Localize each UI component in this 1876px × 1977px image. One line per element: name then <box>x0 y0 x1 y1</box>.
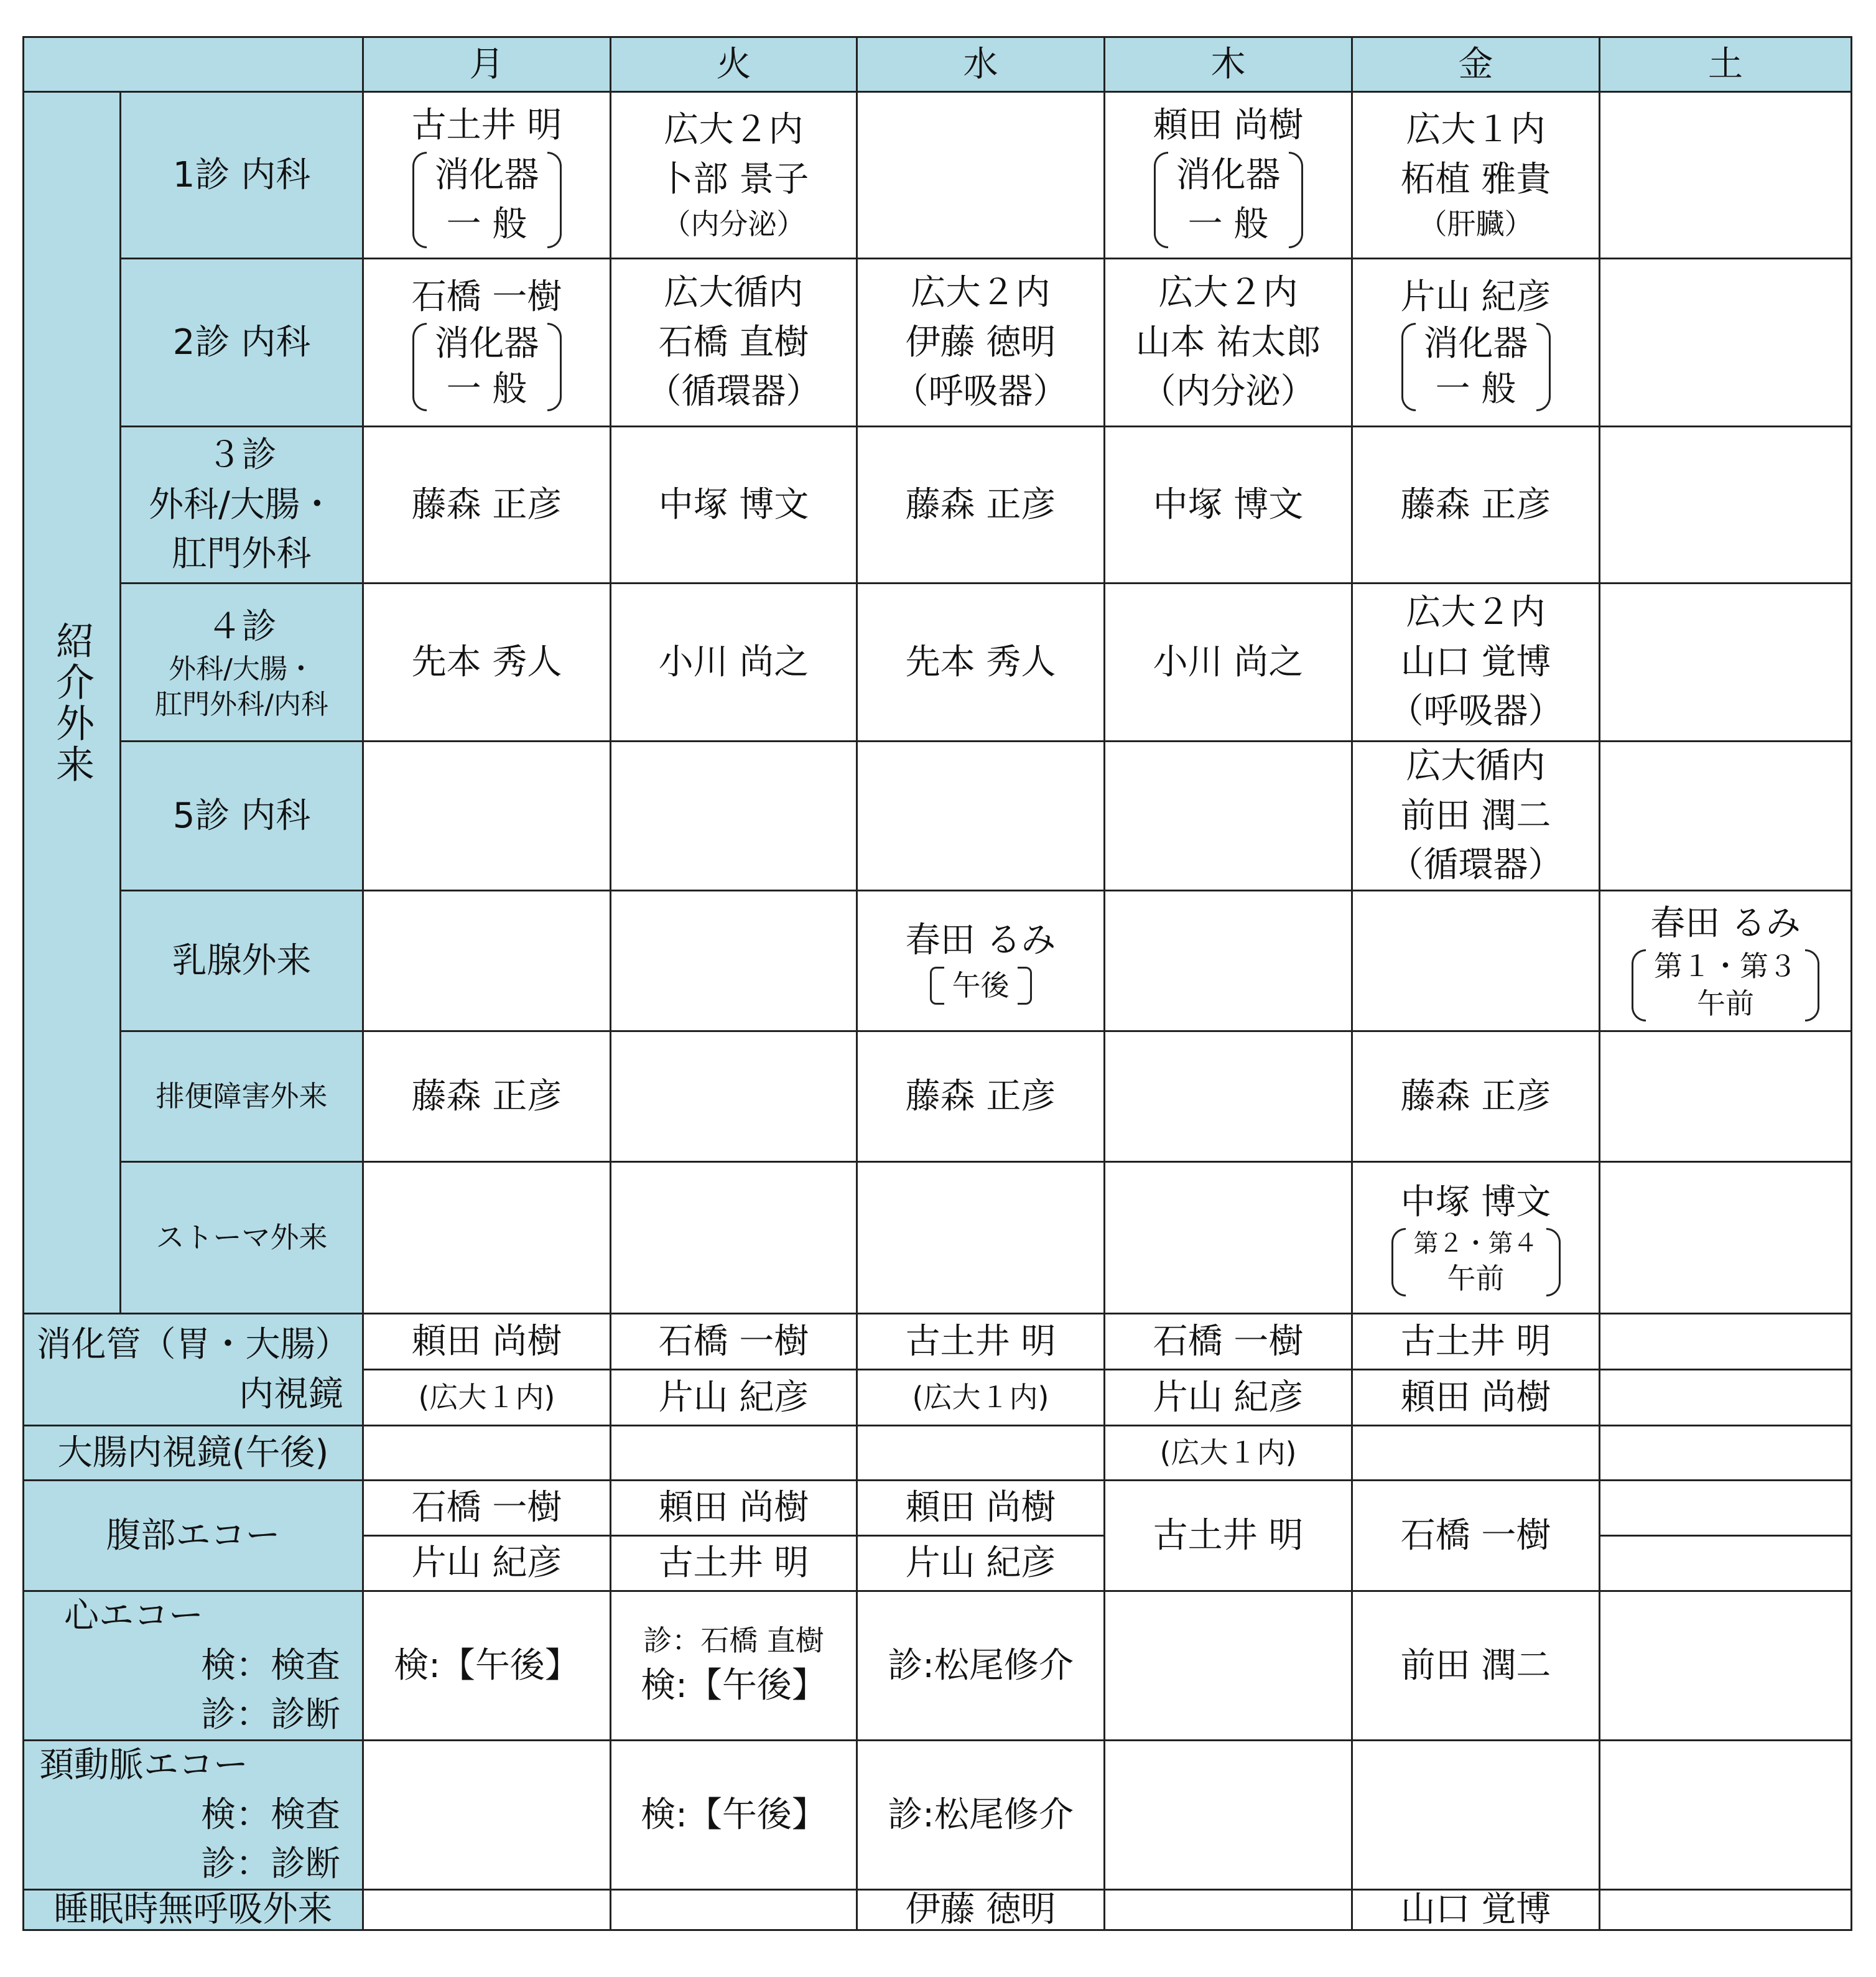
cell-sleep-wed: 伊藤 徳明 <box>858 1891 1105 1929</box>
cell-colon-wed <box>858 1426 1105 1481</box>
cell-endo-tue-2: 片山 紀彦 <box>611 1370 858 1426</box>
cell-r3-wed: 藤森 正彦 <box>858 427 1105 584</box>
cell-carotid-mon <box>364 1741 611 1891</box>
cell-r5-fri: 広大循内 前田 潤二 （循環器） <box>1353 742 1600 891</box>
cell-carotid-tue: 検:【午後】 <box>611 1741 858 1891</box>
header-wed <box>858 38 1105 93</box>
cell-colon-sat <box>1600 1426 1850 1481</box>
bracket-group: 消化器 一 般 <box>412 322 562 412</box>
cell-sleep-thu <box>1105 1891 1353 1929</box>
row-label-r5: 5診 内科 <box>121 742 364 891</box>
cell-sleep-tue <box>611 1891 858 1929</box>
bracket-group: 第１・第３ 午前 <box>1632 948 1819 1023</box>
cell-r1-sat <box>1600 93 1850 259</box>
cell-endo-tue-1: 石橋 一樹 <box>611 1314 858 1370</box>
cell-abdo-fri: 石橋 一樹 <box>1353 1481 1600 1592</box>
cell-stoma-sat <box>1600 1163 1850 1314</box>
cell-r4-wed: 先本 秀人 <box>858 584 1105 742</box>
header-tue <box>611 38 858 93</box>
cell-endo-fri-2: 頼田 尚樹 <box>1353 1370 1600 1426</box>
cell-breast-tue <box>611 891 858 1032</box>
row-label-endo: 消化管（胃・大腸） 内視鏡 <box>24 1314 364 1426</box>
day-label: 火 <box>716 44 751 85</box>
cell-colon-tue <box>611 1426 858 1481</box>
cell-carotid-thu <box>1105 1741 1353 1891</box>
cell-heart-thu <box>1105 1592 1353 1741</box>
cell-breast-fri <box>1353 891 1600 1032</box>
cell-breast-sat: 春田 るみ 第１・第３ 午前 <box>1600 891 1850 1032</box>
row-label-breast: 乳腺外来 <box>121 891 364 1032</box>
cell-abdo-wed-2: 片山 紀彦 <box>858 1537 1105 1592</box>
cell-r5-thu <box>1105 742 1353 891</box>
cell-endo-wed-2: (広大１内) <box>858 1370 1105 1426</box>
schedule-table <box>22 36 1852 1931</box>
row-label-r1: 1診 内科 <box>121 93 364 259</box>
cell-carotid-wed: 診:松尾修介 <box>858 1741 1105 1891</box>
cell-endo-mon-2: (広大１内) <box>364 1370 611 1426</box>
cell-r2-fri: 片山 紀彦 消化器 一 般 <box>1353 259 1600 427</box>
cell-sleep-fri: 山口 覚博 <box>1353 1891 1600 1929</box>
row-label-heart: 心エコー 検：検査 診：診断 <box>24 1592 364 1741</box>
cell-breast-wed: 春田 るみ 午後 <box>858 891 1105 1032</box>
cell-r5-wed <box>858 742 1105 891</box>
bracket-group: 第２・第４ 午前 <box>1391 1227 1561 1298</box>
header-sat <box>1600 38 1850 93</box>
cell-r2-sat <box>1600 259 1850 427</box>
cell-abdo-thu: 古土井 明 <box>1105 1481 1353 1592</box>
cell-r5-mon <box>364 742 611 891</box>
day-label: 金 <box>1458 44 1493 85</box>
cell-r3-fri: 藤森 正彦 <box>1353 427 1600 584</box>
cell-r1-thu: 頼田 尚樹 消化器 一 般 <box>1105 93 1353 259</box>
row-label-abdo: 腹部エコー <box>24 1481 364 1592</box>
bracket-group: 消化器 一 般 <box>1154 151 1303 249</box>
cell-bowel-wed: 藤森 正彦 <box>858 1032 1105 1163</box>
header-thu <box>1105 38 1353 93</box>
row-label-colon: 大腸内視鏡(午後) <box>24 1426 364 1481</box>
cell-endo-wed-1: 古土井 明 <box>858 1314 1105 1370</box>
row-label-r3: ３診 外科/大腸・ 肛門外科 <box>121 427 364 584</box>
cell-endo-fri-1: 古土井 明 <box>1353 1314 1600 1370</box>
cell-sleep-mon <box>364 1891 611 1929</box>
cell-heart-mon: 検:【午後】 <box>364 1592 611 1741</box>
cell-r4-fri: 広大２内 山口 覚博 （呼吸器） <box>1353 584 1600 742</box>
day-label: 木 <box>1210 44 1246 85</box>
cell-stoma-tue <box>611 1163 858 1314</box>
cell-r2-tue: 広大循内 石橋 直樹 （循環器） <box>611 259 858 427</box>
cell-r3-mon: 藤森 正彦 <box>364 427 611 584</box>
row-label-stoma: ストーマ外来 <box>121 1163 364 1314</box>
bracket-group: 消化器 一 般 <box>412 151 562 249</box>
cell-abdo-tue-2: 古土井 明 <box>611 1537 858 1592</box>
cell-endo-mon-1: 頼田 尚樹 <box>364 1314 611 1370</box>
cell-breast-thu <box>1105 891 1353 1032</box>
cell-endo-thu-2: 片山 紀彦 <box>1105 1370 1353 1426</box>
cell-r2-mon: 石橋 一樹 消化器 一 般 <box>364 259 611 427</box>
header-mon <box>364 38 611 93</box>
cell-r1-tue: 広大２内 卜部 景子 （内分泌） <box>611 93 858 259</box>
cell-heart-tue: 診：石橋 直樹 検:【午後】 <box>611 1592 858 1741</box>
cell-heart-wed: 診:松尾修介 <box>858 1592 1105 1741</box>
cell-r3-thu: 中塚 博文 <box>1105 427 1353 584</box>
group-label-text: 紹介外来 <box>49 620 95 785</box>
cell-breast-mon <box>364 891 611 1032</box>
cell-r2-wed: 広大２内 伊藤 徳明 （呼吸器） <box>858 259 1105 427</box>
row-label-carotid: 頚動脈エコー 検：検査 診：診断 <box>24 1741 364 1891</box>
day-label: 水 <box>963 44 998 85</box>
cell-r3-sat <box>1600 427 1850 584</box>
cell-r4-sat <box>1600 584 1850 742</box>
cell-abdo-wed-1: 頼田 尚樹 <box>858 1481 1105 1537</box>
cell-heart-fri: 前田 潤二 <box>1353 1592 1600 1741</box>
group-label-referral <box>24 93 121 1314</box>
cell-r3-tue: 中塚 博文 <box>611 427 858 584</box>
cell-stoma-mon <box>364 1163 611 1314</box>
cell-endo-thu-1: 石橋 一樹 <box>1105 1314 1353 1370</box>
cell-bowel-mon: 藤森 正彦 <box>364 1032 611 1163</box>
cell-abdo-mon-2: 片山 紀彦 <box>364 1537 611 1592</box>
cell-abdo-sat-1 <box>1600 1481 1850 1537</box>
row-label-r4: ４診 外科/大腸・ 肛門外科/内科 <box>121 584 364 742</box>
cell-r1-fri: 広大１内 柘植 雅貴 （肝臓） <box>1353 93 1600 259</box>
cell-sleep-sat <box>1600 1891 1850 1929</box>
day-label: 月 <box>469 44 504 85</box>
cell-abdo-tue-1: 頼田 尚樹 <box>611 1481 858 1537</box>
cell-stoma-thu <box>1105 1163 1353 1314</box>
cell-stoma-fri: 中塚 博文 第２・第４ 午前 <box>1353 1163 1600 1314</box>
row-label-r2: 2診 内科 <box>121 259 364 427</box>
bracket-group: 消化器 一 般 <box>1401 322 1551 412</box>
cell-endo-sat-2 <box>1600 1370 1850 1426</box>
header-corner <box>24 38 364 93</box>
cell-abdo-mon-1: 石橋 一樹 <box>364 1481 611 1537</box>
cell-r5-sat <box>1600 742 1850 891</box>
row-label-sleep: 睡眠時無呼吸外来 <box>24 1891 364 1929</box>
cell-r1-wed <box>858 93 1105 259</box>
header-fri <box>1353 38 1600 93</box>
row-label-bowel: 排便障害外来 <box>121 1032 364 1163</box>
cell-r5-tue <box>611 742 858 891</box>
cell-carotid-fri <box>1353 1741 1600 1891</box>
cell-abdo-sat-2 <box>1600 1537 1850 1592</box>
cell-r4-mon: 先本 秀人 <box>364 584 611 742</box>
cell-r1-mon: 古土井 明 消化器 一 般 <box>364 93 611 259</box>
cell-colon-thu: (広大１内) <box>1105 1426 1353 1481</box>
cell-colon-fri <box>1353 1426 1600 1481</box>
cell-endo-sat-1 <box>1600 1314 1850 1370</box>
cell-bowel-tue <box>611 1032 858 1163</box>
cell-heart-sat <box>1600 1592 1850 1741</box>
cell-r4-tue: 小川 尚之 <box>611 584 858 742</box>
cell-carotid-sat <box>1600 1741 1850 1891</box>
bracket-group: 午後 <box>930 965 1032 1006</box>
cell-bowel-thu <box>1105 1032 1353 1163</box>
cell-colon-mon <box>364 1426 611 1481</box>
cell-bowel-sat <box>1600 1032 1850 1163</box>
cell-bowel-fri: 藤森 正彦 <box>1353 1032 1600 1163</box>
cell-r4-thu: 小川 尚之 <box>1105 584 1353 742</box>
day-label: 土 <box>1708 44 1743 85</box>
cell-stoma-wed <box>858 1163 1105 1314</box>
cell-r2-thu: 広大２内 山本 祐太郎 （内分泌） <box>1105 259 1353 427</box>
